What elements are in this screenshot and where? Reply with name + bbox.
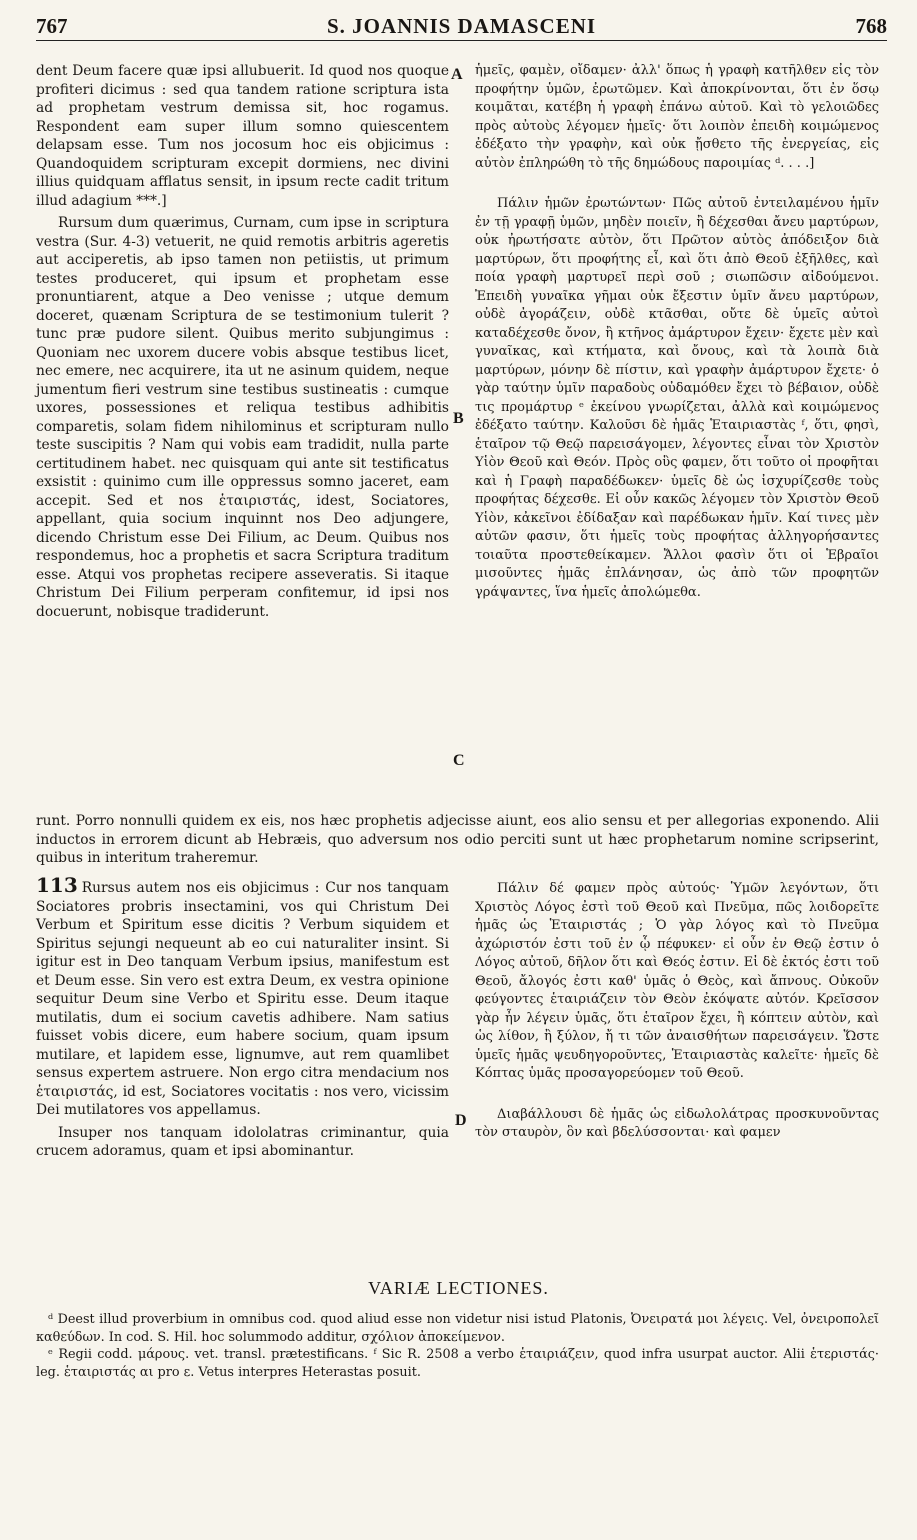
latin-column-lower bbox=[36, 873, 449, 1161]
fullwidth-text: runt. Porro nonnulli quidem ex eis, nos hæc prophetis adjecisse aiunt, eos alio sensu et per allegorias exponendo. Alii inductos in errorem dicunt ab Hebræis, quo adversum nos odio perciti sunt ut hæc prophetarum nomine scripserint, quibus in interitum traheremur. bbox=[36, 813, 879, 866]
latin-column-upper bbox=[36, 62, 449, 621]
page-header bbox=[36, 14, 887, 58]
variae-lectiones-title: VARIÆ LECTIONES. bbox=[368, 1278, 549, 1298]
latin-paragraph-2: Rursum dum quærimus, Curnam, cum ipse in scriptura vestra (Sur. 4-3) vetuerit, ne quid remotis arbitris ageretis aut acciperetis, ab ipso tamen non petiistis, ut primum testes produceret, qui ipsum et prophetam esse pronuntiarent, atque a Deo venisse ; utque demum doceret, quænam Scriptura de se testimonium tulerit ? tunc præ pudore silent. Quibus merito subjungimus : Quoniam nec uxorem ducere vobis absque testibus licet, nec emere, nec acquirere, ita ut ne asinum quidem, neque jumentum fieri vestrum sine testibus sustineatis : cumque uxores, possessiones et reliqua testibus adhibitis comparetis, solam fidem nihilominus et scripturam nullo teste suscipitis ? Nam qui vobis eam tradidit, nulla parte certitudinem habet. nec quisquam qui ante sit testificatus exsistit : quinimo cum ille oppressus somno jaceret, eam accepit. Sed et nos ἑταιριστάς, idest, Sociatores, appellant, quia socium inquinnt nos Deo adjungere, dicendo Christum esse Dei Filium, ac Deum. Quibus nos respondemus, hoc a prophetis et sacra Scriptura traditum esse. Atqui vos prophetas recipere asseveratis. Si itaque Christum Dei Filium perperam confitemur, id ipsi nos docuerunt, nobisque tradiderunt. bbox=[36, 215, 449, 620]
page-number-right: 768 bbox=[855, 14, 887, 38]
greek-paragraph-1: ἡμεῖς, φαμὲν, οἴδαμεν· ἀλλ' ὅπως ἡ γραφὴ κατῆλθεν εἰς τὸν προφήτην ὑμῶν, ἐρωτῶμεν. Καὶ ἀποκρίνονται, ὅτι ἐν ὅσῳ κοιμᾶται, κατέβη ἡ γραφὴ ἐπάνω αὐτοῦ. Καὶ τὸ γελοιῶδες πρὸς αὐτοὺς λέγομεν ἡμεῖς· ὅτι λοιπὸν ἐπειδὴ κοιμώμενος ἐδέξατο τὴν γραφὴν, καὶ οὐκ ᾔσθετο τῆς ἐνεργείας, εἰς αὐτὸν ἐπληρώθη τὸ τῆς δημώδους παροιμίας ᵈ. . . .] bbox=[475, 63, 879, 171]
margin-letter-a: A bbox=[451, 66, 463, 83]
greek-paragraph-2: Πάλιν ἡμῶν ἐρωτώντων· Πῶς αὐτοῦ ἐντειλαμένου ἡμῖν ἐν τῇ γραφῇ ὑμῶν, μηδὲν ποιεῖν, ἢ δέχεσθαι ἄνευ μαρτύρων, οὐκ ἠρωτήσατε αὐτὸν, ὅτι Πρῶτον αὐτὸς ἀπόδειξον διὰ μαρτύρων, ὅτι προφήτης εἶ, καὶ ὅτι ἀπὸ Θεοῦ ἐξῆλθες, καὶ ποία γραφὴ μαρτυρεῖ περὶ σοῦ ; σιωπῶσιν αἰδούμενοι. Ἐπειδὴ γυναῖκα γῆμαι οὐκ ἔξεστιν ὑμῖν ἄνευ μαρτύρων, οὐδὲ ἀγοράζειν, οὐδὲ κτᾶσθαι, οὔτε δὲ ὑμεῖς αὐτοὶ καταδέχεσθε ὄνον, ἢ κτῆνος ἀμάρτυρον ἔχειν· ἔχετε μὲν καὶ γυναῖκας, καὶ κτήματα, καὶ ὄνους, καὶ τὰ λοιπὰ διὰ μαρτύρων, μόνην δὲ πίστιν, καὶ γραφὴν ἀμάρτυρον ἔχετε· ὁ γὰρ ταύτην ὑμῖν παραδοὺς οὐδαμόθεν ἔχει τὸ βέβαιον, οὐδὲ τις προμάρτυρ ᵉ ἐκείνου γνωρίζεται, ἀλλὰ καὶ κοιμώμενος ἐδέξατο ταύτην. Καλοῦσι δὲ ἡμᾶς Ἑταιριαστὰς ᶠ, ὅτι, φησὶ, ἑταῖρον τῷ Θεῷ παρεισάγομεν, λέγοντες εἶναι τὸν Χριστὸν Υἱὸν Θεοῦ καὶ Θεόν. Πρὸς οὓς φαμεν, ὅτι τοῦτο οἱ προφῆται καὶ ἡ Γραφὴ παραδέδωκεν· ὑμεῖς δὲ ὡς ἰσχυρίζεσθε τοὺς προφήτας δέχεσθε. Εἰ οὖν κακῶς λέγομεν τὸν Χριστὸν Θεοῦ Υἱὸν, κἀκεῖνοι ἐδίδαξαν καὶ παρέδωκαν ἡμῖν. Καί τινες μὲν αὐτῶν φασιν, ὅτι ἡμεῖς τοὺς προφήτας ἀλληγορήσαντες τοιαῦτα προστεθείκαμεν. Ἄλλοι φασὶν ὅτι οἱ Ἑβραῖοι μισοῦντες ἡμᾶς ἐπλάνησαν, ὡς ἀπὸ τῶν προφητῶν γράψαντες, ἵνα ἡμεῖς ἀπολώμεθα. bbox=[475, 196, 879, 600]
header-rule bbox=[36, 40, 887, 41]
note-item: ᵈ Deest illud proverbium in omnibus cod. quod aliud esse non videtur nisi istud Platonis, Ὀνειρατά μοι λέγεις. Vel, ὀνειροπολεῖ καθεύδων. In cod. S. Hil. hoc solummodo additur, σχόλιον ἀποκείμενον. bbox=[36, 1312, 879, 1345]
variae-lectiones-notes bbox=[36, 1311, 879, 1381]
margin-letter-b: B bbox=[453, 410, 464, 427]
note-item: ᵉ Regii codd. μάρους. vet. transl. prætestificans. ᶠ Sic R. 2508 a verbo ἑταιριάζειν, quod infra usurpat auctor. Alii ἑτεριστάς· leg. ἑταιριστάς αι pro ε. Vetus interpres Heterastas posuit. bbox=[36, 1347, 879, 1380]
margin-letter-c: C bbox=[453, 752, 465, 769]
section-number: 113 bbox=[36, 873, 78, 897]
greek-paragraph-4: Διαβάλλουσι δὲ ἡμᾶς ὡς εἰδωλολάτρας προσκυνοῦντας τὸν σταυρὸν, ὃν καὶ βδελύσσονται· καὶ φαμεν bbox=[475, 1106, 879, 1140]
page-number-left: 767 bbox=[36, 14, 68, 38]
latin-paragraph-3-text: Rursus autem nos eis objicimus : Cur nos tanquam Sociatores probris insectamini, vos qui Christum Dei Verbum et Spiritum esse dicitis ? Verbum siquidem et Spiritus sejungi nequeunt ab eo cui naturaliter insint. Si igitur est in Deo tanquam Verbum ipsius, manifestum est et Deum esse. Sin vero est extra Deum, ex vestra opinione sequitur Deum sine Verbo et Spiritu esse. Deum itaque mutilatis, dum ei socium cavetis adhibere. Nam satius fuisset vobis dicere, eum habere socium, quam ipsum mutilare, et lapidem esse, lignumve, aut rem quamlibet sensus expertem astruere. Non ergo citra mendacium nos ἑταιριστάς, id est, Sociatores vocitatis : nos vero, vicissim Dei mutilatores vos appellamus. bbox=[36, 880, 449, 1118]
margin-letter-d: D bbox=[455, 1112, 467, 1129]
latin-paragraph-1: dent Deum facere quæ ipsi allubuerit. Id quod nos quoque profiteri dicimus : sed qua tandem ratione scriptura ista ad prophetam vestrum demissa sit, hoc rogamus. Respondent eam super illum somno quiescentem delapsam esse. Tum nos jocosum hoc eis objicimus : Quandoquidem scripturam excepit dormiens, nec divini illius quidquam afflatus sensit, in ipsum recte cadit tritum illud adagium ***.] bbox=[36, 63, 449, 209]
fullwidth-paragraph bbox=[36, 812, 879, 868]
greek-column-upper bbox=[475, 62, 879, 602]
greek-paragraph-3: Πάλιν δέ φαμεν πρὸς αὐτούς· Ὑμῶν λεγόντων, ὅτι Χριστὸς Λόγος ἐστὶ τοῦ Θεοῦ καὶ Πνεῦμα, πῶς λοιδορεῖτε ἡμᾶς ὡς Ἑταιριστάς ; Ὁ γὰρ λόγος καὶ τὸ Πνεῦμα ἀχώριστόν ἐστι τοῦ ἐν ᾧ πέφυκεν· εἰ οὖν ἐν Θεῷ ἐστιν ὁ Λόγος αὐτοῦ, δῆλον ὅτι καὶ Θεός ἐστιν. Εἰ δὲ ἐκτός ἐστι τοῦ Θεοῦ, ἄλογός ἐστι καθ' ὑμᾶς ὁ Θεὸς, καὶ ἄπνους. Οὐκοῦν φεύγοντες ἑταιριάζειν τὸν Θεὸν ἐκόψατε αὐτόν. Κρεῖσσον γὰρ ἦν λέγειν ὑμᾶς, ὅτι ἑταῖρον ἔχει, ἢ κόπτειν αὐτὸν, καὶ ὡς λίθον, ἢ ξύλον, ἤ τι τῶν ἀναισθήτων παρεισάγειν. Ὥστε ὑμεῖς ἡμᾶς ψευδηγοροῦντες, Ἑταιριαστὰς καλεῖτε· ἡμεῖς δὲ Κόπτας ὑμᾶς προσαγορεύομεν τοῦ Θεοῦ. bbox=[475, 881, 879, 1081]
greek-column-lower bbox=[475, 880, 879, 1143]
running-title: S. JOANNIS DAMASCENI bbox=[326, 14, 597, 38]
latin-paragraph-3 bbox=[36, 873, 449, 1120]
latin-paragraph-4: Insuper nos tanquam idololatras criminantur, quia crucem adoramus, quam et ipsi abominantur. bbox=[36, 1124, 449, 1159]
